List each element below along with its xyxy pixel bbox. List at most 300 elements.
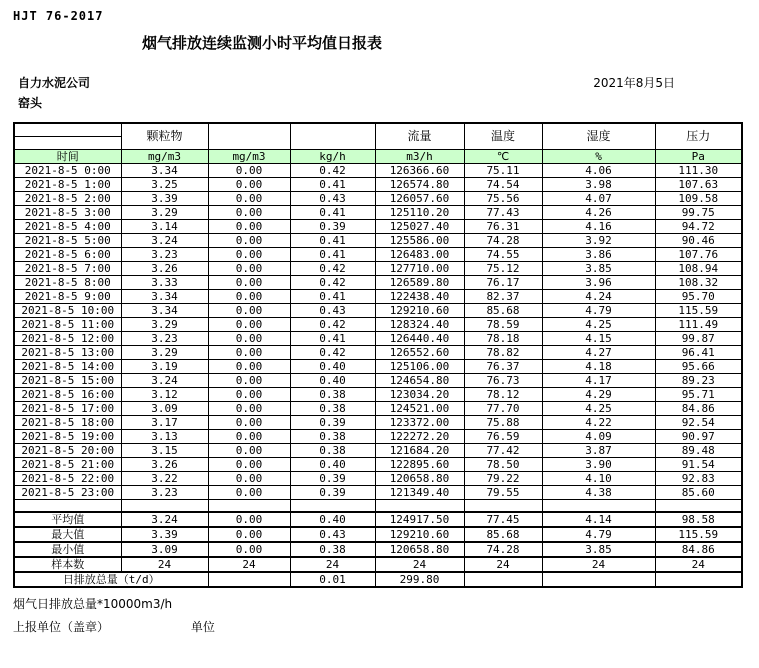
unit-cell: kg/h <box>290 149 375 163</box>
value-cell: 3.87 <box>542 443 655 457</box>
table-row <box>14 205 742 219</box>
summary-label: 最大值 <box>14 527 121 542</box>
summary-row <box>14 512 742 527</box>
empty-cell <box>655 499 742 512</box>
empty-cell <box>375 499 464 512</box>
value-cell: 124521.00 <box>375 401 464 415</box>
value-cell: 85.68 <box>464 303 542 317</box>
value-cell: 0.00 <box>208 303 290 317</box>
daily-total-label: 日排放总量（t/d） <box>14 572 208 587</box>
time-cell: 2021-8-5 22:00 <box>14 471 121 485</box>
value-cell: 0.40 <box>290 359 375 373</box>
value-cell: 0.41 <box>290 247 375 261</box>
summary-value-cell: 24 <box>375 557 464 572</box>
summary-value-cell: 85.68 <box>464 527 542 542</box>
table-row <box>14 247 742 261</box>
value-cell: 3.86 <box>542 247 655 261</box>
value-cell: 75.11 <box>464 163 542 177</box>
value-cell: 77.70 <box>464 401 542 415</box>
value-cell: 3.22 <box>121 471 208 485</box>
time-cell: 2021-8-5 6:00 <box>14 247 121 261</box>
value-cell: 3.13 <box>121 429 208 443</box>
summary-value-cell: 24 <box>655 557 742 572</box>
value-cell: 0.39 <box>290 415 375 429</box>
unit-cell: Pa <box>655 149 742 163</box>
report-table-body <box>14 163 742 587</box>
value-cell: 4.15 <box>542 331 655 345</box>
value-cell: 0.00 <box>208 331 290 345</box>
value-cell: 0.00 <box>208 457 290 471</box>
col-header-pressure: 压力 <box>655 123 742 149</box>
report-date: 2021年8月5日 <box>593 76 675 90</box>
time-cell: 2021-8-5 8:00 <box>14 275 121 289</box>
table-row <box>14 303 742 317</box>
value-cell: 124654.80 <box>375 373 464 387</box>
summary-label: 样本数 <box>14 557 121 572</box>
value-cell: 0.41 <box>290 177 375 191</box>
value-cell: 0.38 <box>290 387 375 401</box>
value-cell: 3.34 <box>121 303 208 317</box>
value-cell: 76.17 <box>464 275 542 289</box>
value-cell: 78.50 <box>464 457 542 471</box>
value-cell: 0.39 <box>290 485 375 499</box>
value-cell: 0.00 <box>208 485 290 499</box>
station-name: 窑头 <box>18 96 43 110</box>
summary-value-cell: 98.58 <box>655 512 742 527</box>
report-unit-label: 上报单位（盖章） <box>13 620 110 634</box>
value-cell: 4.24 <box>542 289 655 303</box>
value-cell: 0.00 <box>208 275 290 289</box>
value-cell: 4.26 <box>542 205 655 219</box>
value-cell: 0.00 <box>208 289 290 303</box>
value-cell: 4.10 <box>542 471 655 485</box>
value-cell: 3.29 <box>121 317 208 331</box>
unit-cell: mg/m3 <box>208 149 290 163</box>
empty-cell <box>121 499 208 512</box>
value-cell: 95.70 <box>655 289 742 303</box>
value-cell: 123034.20 <box>375 387 464 401</box>
time-header-bottom-cell <box>14 136 121 149</box>
col-header-blank-1 <box>208 123 290 149</box>
time-cell: 2021-8-5 23:00 <box>14 485 121 499</box>
table-row <box>14 373 742 387</box>
time-cell: 2021-8-5 5:00 <box>14 233 121 247</box>
summary-value-cell: 0.38 <box>290 542 375 557</box>
empty-cell <box>208 499 290 512</box>
value-cell: 121684.20 <box>375 443 464 457</box>
value-cell: 3.24 <box>121 233 208 247</box>
table-row <box>14 331 742 345</box>
value-cell: 122438.40 <box>375 289 464 303</box>
value-cell: 128324.40 <box>375 317 464 331</box>
summary-value-cell: 0.40 <box>290 512 375 527</box>
value-cell: 0.00 <box>208 191 290 205</box>
value-cell: 3.92 <box>542 233 655 247</box>
time-cell: 2021-8-5 13:00 <box>14 345 121 359</box>
unit-cell: % <box>542 149 655 163</box>
table-row <box>14 289 742 303</box>
time-cell: 2021-8-5 0:00 <box>14 163 121 177</box>
value-cell: 0.42 <box>290 345 375 359</box>
value-cell: 3.23 <box>121 247 208 261</box>
time-cell: 2021-8-5 20:00 <box>14 443 121 457</box>
value-cell: 126589.80 <box>375 275 464 289</box>
table-row <box>14 485 742 499</box>
value-cell: 126552.60 <box>375 345 464 359</box>
value-cell: 3.90 <box>542 457 655 471</box>
value-cell: 4.16 <box>542 219 655 233</box>
value-cell: 4.25 <box>542 401 655 415</box>
value-cell: 4.18 <box>542 359 655 373</box>
value-cell: 0.00 <box>208 387 290 401</box>
value-cell: 126057.60 <box>375 191 464 205</box>
company-name: 自力水泥公司 <box>18 76 91 90</box>
daily-total-value-cell <box>208 572 290 587</box>
value-cell: 76.31 <box>464 219 542 233</box>
value-cell: 125586.00 <box>375 233 464 247</box>
time-cell: 2021-8-5 16:00 <box>14 387 121 401</box>
value-cell: 3.34 <box>121 289 208 303</box>
summary-value-cell: 3.24 <box>121 512 208 527</box>
summary-value-cell: 124917.50 <box>375 512 464 527</box>
footer-units-line <box>13 618 759 635</box>
time-cell: 2021-8-5 17:00 <box>14 401 121 415</box>
value-cell: 0.42 <box>290 275 375 289</box>
value-cell: 0.00 <box>208 373 290 387</box>
value-cell: 76.37 <box>464 359 542 373</box>
table-row <box>14 191 742 205</box>
daily-total-value-cell <box>542 572 655 587</box>
value-cell: 4.79 <box>542 303 655 317</box>
value-cell: 125027.40 <box>375 219 464 233</box>
empty-cell <box>290 499 375 512</box>
empty-cell <box>14 499 121 512</box>
summary-value-cell: 0.00 <box>208 542 290 557</box>
value-cell: 3.12 <box>121 387 208 401</box>
time-cell: 2021-8-5 3:00 <box>14 205 121 219</box>
table-row <box>14 429 742 443</box>
value-cell: 122895.60 <box>375 457 464 471</box>
value-cell: 96.41 <box>655 345 742 359</box>
value-cell: 3.24 <box>121 373 208 387</box>
value-cell: 79.55 <box>464 485 542 499</box>
time-cell: 2021-8-5 18:00 <box>14 415 121 429</box>
col-header-particulate: 颗粒物 <box>121 123 208 149</box>
summary-value-cell: 74.28 <box>464 542 542 557</box>
value-cell: 111.49 <box>655 317 742 331</box>
value-cell: 4.09 <box>542 429 655 443</box>
value-cell: 0.43 <box>290 191 375 205</box>
value-cell: 3.39 <box>121 191 208 205</box>
value-cell: 0.39 <box>290 219 375 233</box>
summary-value-cell: 24 <box>121 557 208 572</box>
value-cell: 3.09 <box>121 401 208 415</box>
table-row <box>14 177 742 191</box>
time-cell: 2021-8-5 2:00 <box>14 191 121 205</box>
unit-cell: m3/h <box>375 149 464 163</box>
value-cell: 3.19 <box>121 359 208 373</box>
empty-cell <box>464 499 542 512</box>
value-cell: 0.00 <box>208 219 290 233</box>
value-cell: 77.43 <box>464 205 542 219</box>
value-cell: 122272.20 <box>375 429 464 443</box>
col-header-humidity: 湿度 <box>542 123 655 149</box>
value-cell: 0.41 <box>290 331 375 345</box>
daily-total-value-cell: 299.80 <box>375 572 464 587</box>
summary-value-cell: 0.00 <box>208 512 290 527</box>
summary-value-cell: 4.79 <box>542 527 655 542</box>
value-cell: 92.83 <box>655 471 742 485</box>
value-cell: 75.56 <box>464 191 542 205</box>
table-row <box>14 471 742 485</box>
col-header-temperature: 温度 <box>464 123 542 149</box>
summary-label: 平均值 <box>14 512 121 527</box>
value-cell: 120658.80 <box>375 471 464 485</box>
spacer-row <box>14 499 742 512</box>
unit-cell: ℃ <box>464 149 542 163</box>
summary-value-cell: 115.59 <box>655 527 742 542</box>
summary-row <box>14 527 742 542</box>
daily-total-value-cell <box>655 572 742 587</box>
value-cell: 90.46 <box>655 233 742 247</box>
summary-value-cell: 129210.60 <box>375 527 464 542</box>
value-cell: 79.22 <box>464 471 542 485</box>
value-cell: 3.26 <box>121 457 208 471</box>
value-cell: 0.40 <box>290 373 375 387</box>
time-cell: 2021-8-5 21:00 <box>14 457 121 471</box>
value-cell: 95.71 <box>655 387 742 401</box>
value-cell: 126366.60 <box>375 163 464 177</box>
value-cell: 0.42 <box>290 163 375 177</box>
value-cell: 0.00 <box>208 205 290 219</box>
table-row <box>14 219 742 233</box>
value-cell: 78.18 <box>464 331 542 345</box>
summary-value-cell: 24 <box>290 557 375 572</box>
value-cell: 91.54 <box>655 457 742 471</box>
value-cell: 92.54 <box>655 415 742 429</box>
report-table <box>13 122 743 588</box>
page-title: 烟气排放连续监测小时平均值日报表 <box>142 34 383 52</box>
value-cell: 115.59 <box>655 303 742 317</box>
value-cell: 107.76 <box>655 247 742 261</box>
time-cell: 2021-8-5 7:00 <box>14 261 121 275</box>
value-cell: 4.06 <box>542 163 655 177</box>
summary-value-cell: 24 <box>542 557 655 572</box>
unit-cell: mg/m3 <box>121 149 208 163</box>
value-cell: 0.00 <box>208 443 290 457</box>
unit-header-row <box>14 149 742 163</box>
value-cell: 107.63 <box>655 177 742 191</box>
value-cell: 123372.00 <box>375 415 464 429</box>
value-cell: 4.38 <box>542 485 655 499</box>
meta-row <box>18 74 675 91</box>
value-cell: 0.00 <box>208 401 290 415</box>
table-row <box>14 443 742 457</box>
summary-row <box>14 542 742 557</box>
value-cell: 75.12 <box>464 261 542 275</box>
value-cell: 0.38 <box>290 443 375 457</box>
value-cell: 4.29 <box>542 387 655 401</box>
value-cell: 125106.00 <box>375 359 464 373</box>
group-header-row <box>14 123 742 136</box>
summary-value-cell: 77.45 <box>464 512 542 527</box>
summary-row <box>14 557 742 572</box>
value-cell: 82.37 <box>464 289 542 303</box>
value-cell: 89.48 <box>655 443 742 457</box>
value-cell: 74.55 <box>464 247 542 261</box>
value-cell: 3.34 <box>121 163 208 177</box>
unit-label: 单位 <box>190 620 215 634</box>
summary-value-cell: 0.43 <box>290 527 375 542</box>
value-cell: 126574.80 <box>375 177 464 191</box>
summary-value-cell: 0.00 <box>208 527 290 542</box>
value-cell: 78.82 <box>464 345 542 359</box>
value-cell: 0.39 <box>290 471 375 485</box>
value-cell: 3.23 <box>121 485 208 499</box>
standard-code: HJT 76-2017 <box>13 9 104 23</box>
value-cell: 77.42 <box>464 443 542 457</box>
summary-value-cell: 84.86 <box>655 542 742 557</box>
value-cell: 3.17 <box>121 415 208 429</box>
value-cell: 3.96 <box>542 275 655 289</box>
flow-total-note: 烟气日排放总量*10000m3/h <box>13 597 173 611</box>
value-cell: 94.72 <box>655 219 742 233</box>
value-cell: 0.00 <box>208 429 290 443</box>
value-cell: 0.00 <box>208 359 290 373</box>
value-cell: 95.66 <box>655 359 742 373</box>
summary-value-cell: 24 <box>464 557 542 572</box>
table-row <box>14 233 742 247</box>
value-cell: 89.23 <box>655 373 742 387</box>
value-cell: 74.54 <box>464 177 542 191</box>
table-row <box>14 387 742 401</box>
value-cell: 126483.00 <box>375 247 464 261</box>
time-cell: 2021-8-5 19:00 <box>14 429 121 443</box>
value-cell: 3.29 <box>121 205 208 219</box>
value-cell: 3.15 <box>121 443 208 457</box>
table-row <box>14 317 742 331</box>
value-cell: 4.22 <box>542 415 655 429</box>
value-cell: 4.25 <box>542 317 655 331</box>
time-cell: 2021-8-5 15:00 <box>14 373 121 387</box>
value-cell: 111.30 <box>655 163 742 177</box>
value-cell: 125110.20 <box>375 205 464 219</box>
summary-value-cell: 24 <box>208 557 290 572</box>
value-cell: 74.28 <box>464 233 542 247</box>
time-cell: 2021-8-5 4:00 <box>14 219 121 233</box>
value-cell: 129210.60 <box>375 303 464 317</box>
value-cell: 0.00 <box>208 247 290 261</box>
time-cell: 2021-8-5 10:00 <box>14 303 121 317</box>
summary-value-cell: 4.14 <box>542 512 655 527</box>
value-cell: 3.98 <box>542 177 655 191</box>
value-cell: 3.23 <box>121 331 208 345</box>
value-cell: 3.33 <box>121 275 208 289</box>
value-cell: 126440.40 <box>375 331 464 345</box>
value-cell: 0.40 <box>290 457 375 471</box>
value-cell: 78.12 <box>464 387 542 401</box>
value-cell: 0.00 <box>208 261 290 275</box>
value-cell: 0.42 <box>290 317 375 331</box>
value-cell: 3.85 <box>542 261 655 275</box>
table-row <box>14 275 742 289</box>
value-cell: 84.86 <box>655 401 742 415</box>
value-cell: 0.00 <box>208 163 290 177</box>
value-cell: 4.17 <box>542 373 655 387</box>
value-cell: 4.27 <box>542 345 655 359</box>
value-cell: 0.43 <box>290 303 375 317</box>
value-cell: 78.59 <box>464 317 542 331</box>
table-row <box>14 261 742 275</box>
value-cell: 0.41 <box>290 233 375 247</box>
value-cell: 76.59 <box>464 429 542 443</box>
daily-total-value-cell: 0.01 <box>290 572 375 587</box>
value-cell: 90.97 <box>655 429 742 443</box>
value-cell: 0.38 <box>290 429 375 443</box>
time-cell: 2021-8-5 11:00 <box>14 317 121 331</box>
value-cell: 75.88 <box>464 415 542 429</box>
summary-value-cell: 3.39 <box>121 527 208 542</box>
daily-total-value-cell <box>464 572 542 587</box>
table-row <box>14 345 742 359</box>
value-cell: 0.41 <box>290 205 375 219</box>
value-cell: 121349.40 <box>375 485 464 499</box>
summary-value-cell: 3.09 <box>121 542 208 557</box>
value-cell: 0.00 <box>208 317 290 331</box>
time-header: 时间 <box>14 149 121 163</box>
value-cell: 3.26 <box>121 261 208 275</box>
time-cell: 2021-8-5 14:00 <box>14 359 121 373</box>
summary-value-cell: 3.85 <box>542 542 655 557</box>
table-row <box>14 457 742 471</box>
value-cell: 108.32 <box>655 275 742 289</box>
table-row <box>14 415 742 429</box>
time-cell: 2021-8-5 1:00 <box>14 177 121 191</box>
empty-cell <box>542 499 655 512</box>
table-row <box>14 359 742 373</box>
table-row <box>14 163 742 177</box>
value-cell: 108.94 <box>655 261 742 275</box>
value-cell: 0.00 <box>208 345 290 359</box>
time-cell: 2021-8-5 12:00 <box>14 331 121 345</box>
value-cell: 0.00 <box>208 177 290 191</box>
value-cell: 99.75 <box>655 205 742 219</box>
value-cell: 3.29 <box>121 345 208 359</box>
value-cell: 109.58 <box>655 191 742 205</box>
value-cell: 3.25 <box>121 177 208 191</box>
value-cell: 0.00 <box>208 233 290 247</box>
value-cell: 0.42 <box>290 261 375 275</box>
time-cell: 2021-8-5 9:00 <box>14 289 121 303</box>
value-cell: 0.41 <box>290 289 375 303</box>
value-cell: 0.00 <box>208 415 290 429</box>
time-header-top-cell <box>14 123 121 136</box>
summary-value-cell: 120658.80 <box>375 542 464 557</box>
value-cell: 4.07 <box>542 191 655 205</box>
value-cell: 0.38 <box>290 401 375 415</box>
value-cell: 85.60 <box>655 485 742 499</box>
table-row <box>14 401 742 415</box>
col-header-blank-2 <box>290 123 375 149</box>
daily-total-row <box>14 572 742 587</box>
value-cell: 3.14 <box>121 219 208 233</box>
value-cell: 99.87 <box>655 331 742 345</box>
col-header-flow: 流量 <box>375 123 464 149</box>
value-cell: 0.00 <box>208 471 290 485</box>
summary-label: 最小值 <box>14 542 121 557</box>
value-cell: 127710.00 <box>375 261 464 275</box>
value-cell: 76.73 <box>464 373 542 387</box>
